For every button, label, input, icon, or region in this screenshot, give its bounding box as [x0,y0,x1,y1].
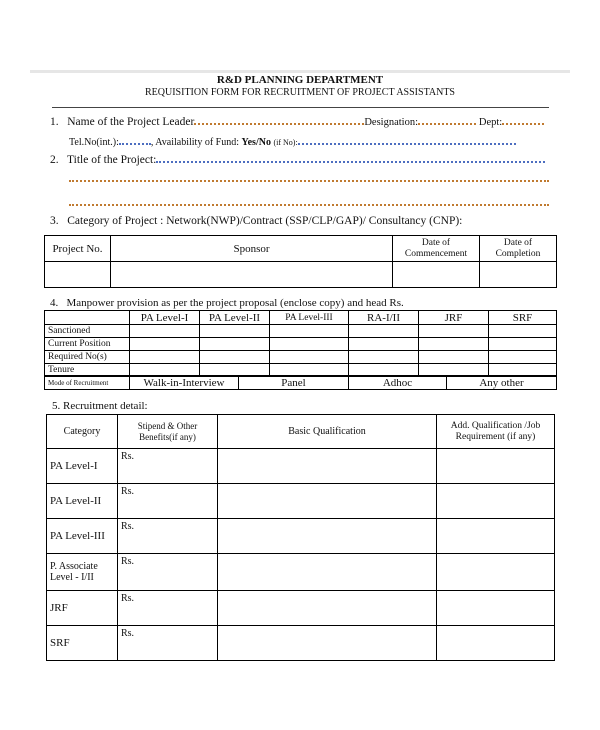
cell[interactable] [130,338,200,351]
project-title-line3[interactable] [69,196,549,206]
header-add-qualification: Add. Qualification /Job Requirement (if any) [437,415,555,449]
category-cell: PA Level-II [47,484,118,519]
sponsor-cell[interactable] [111,262,393,288]
project-title-line2[interactable] [69,172,549,182]
header-stipend: Stipend & Other Benefits(if any) [118,415,218,449]
mode-any-other[interactable]: Any other [447,376,557,390]
item1-line1 [50,116,544,128]
commencement-cell[interactable] [393,262,480,288]
manpower-table [44,310,557,377]
item-number: 1. [50,116,59,128]
form-title: REQUISITION FORM FOR RECRUITMENT OF PROJECT ASSISTANTS [145,87,455,98]
recruitment-row [47,519,555,554]
stipend-cell[interactable] [118,484,218,519]
cell[interactable] [349,351,419,364]
header-basic-qualification: Basic Qualification [218,415,437,449]
category-cell: JRF [47,591,118,626]
add-qualification-cell[interactable] [437,554,555,591]
item3-line [50,215,462,227]
dept-field[interactable] [502,123,544,125]
mode-table [44,375,557,390]
project-title-field[interactable] [156,161,545,163]
recruitment-row [47,626,555,661]
rs-label: Rs. [121,628,135,639]
project-table [44,235,557,288]
col-pa2: PA Level-II [200,311,270,325]
add-qualification-cell[interactable] [437,519,555,554]
basic-qualification-cell[interactable] [218,484,437,519]
item-number: 3. [50,215,59,227]
cell[interactable] [270,351,349,364]
leader-label: Name of the Project Leader [67,116,195,128]
item1-line2 [69,137,516,148]
if-no-label: (if No): [273,138,298,147]
dept-label: Dept: [478,117,503,128]
recruitment-row [47,484,555,519]
project-title-label: Title of the Project: [67,154,157,166]
cell[interactable] [270,325,349,338]
item2-line [50,154,545,166]
cell[interactable] [270,338,349,351]
basic-qualification-cell[interactable] [218,449,437,484]
basic-qualification-cell[interactable] [218,519,437,554]
cell[interactable] [130,325,200,338]
cell[interactable] [419,351,489,364]
yes-no-option[interactable]: Yes/No [241,137,271,148]
page-edge [30,70,570,73]
add-qualification-cell[interactable] [437,449,555,484]
cell[interactable] [200,325,270,338]
designation-label: Designation: [364,117,419,128]
rs-label: Rs. [121,486,135,497]
item-number: 2. [50,154,59,166]
cell[interactable] [419,338,489,351]
stipend-cell[interactable] [118,626,218,661]
basic-qualification-cell[interactable] [218,554,437,591]
col-srf: SRF [489,311,557,325]
completion-cell[interactable] [480,262,557,288]
project-no-cell[interactable] [45,262,111,288]
category-label: Category of Project : Network(NWP)/Contract (SSP/CLP/GAP)/ Consultancy (CNP): [67,215,463,227]
mode-panel[interactable]: Panel [239,376,349,390]
category-cell: P. Associate Level - I/II [47,554,118,591]
row-required: Required No(s) [45,351,130,364]
col-pa1: PA Level-I [130,311,200,325]
mode-walk-in[interactable]: Walk-in-Interview [130,376,239,390]
recruitment-table [46,414,555,661]
cell[interactable] [349,325,419,338]
cell[interactable] [349,338,419,351]
rs-label: Rs. [121,521,135,532]
recruitment-row [47,591,555,626]
category-cell: SRF [47,626,118,661]
rs-label: Rs. [121,556,135,567]
rs-label: Rs. [121,451,135,462]
rs-label: Rs. [121,593,135,604]
divider [52,107,549,108]
designation-field[interactable] [418,123,476,125]
leader-field[interactable] [194,123,364,125]
col-pa3: PA Level-III [270,311,349,325]
basic-qualification-cell[interactable] [218,626,437,661]
cell[interactable] [489,338,557,351]
row-sanctioned: Sanctioned [45,325,130,338]
cell[interactable] [489,351,557,364]
cell[interactable] [200,351,270,364]
header-category: Category [47,415,118,449]
item4-line [50,297,404,309]
mode-label: Mode of Recruitment [45,376,130,390]
item5-label: 5. Recruitment detail: [52,400,148,412]
add-qualification-cell[interactable] [437,591,555,626]
category-cell: PA Level-III [47,519,118,554]
header-commencement: Date of Commencement [393,236,480,262]
row-current-position: Current Position [45,338,130,351]
cell[interactable] [200,338,270,351]
stipend-cell[interactable] [118,554,218,591]
tel-label: Tel.No(int.): [69,137,119,148]
recruitment-row [47,554,555,591]
row-tenure: Tenure [45,364,130,377]
if-no-field[interactable] [298,143,516,145]
recruitment-row [47,449,555,484]
stipend-cell[interactable] [118,519,218,554]
stipend-cell[interactable] [118,449,218,484]
add-qualification-cell[interactable] [437,626,555,661]
header-sponsor: Sponsor [111,236,393,262]
tel-field[interactable] [119,143,151,145]
manpower-label: Manpower provision as per the project proposal (enclose copy) and head Rs. [66,297,404,309]
basic-qualification-cell[interactable] [218,591,437,626]
department-title: R&D PLANNING DEPARTMENT [216,74,384,86]
item-number: 4. [50,297,59,309]
cell[interactable] [130,351,200,364]
mode-adhoc[interactable]: Adhoc [349,376,447,390]
add-qualification-cell[interactable] [437,484,555,519]
col-ra: RA-I/II [349,311,419,325]
header-project-no: Project No. [45,236,111,262]
stipend-cell[interactable] [118,591,218,626]
cell[interactable] [419,325,489,338]
category-cell: PA Level-I [47,449,118,484]
header-completion: Date of Completion [480,236,557,262]
col-jrf: JRF [419,311,489,325]
fund-label: , Availability of Fund: [150,137,239,148]
blank-header [45,311,130,325]
cell[interactable] [489,325,557,338]
